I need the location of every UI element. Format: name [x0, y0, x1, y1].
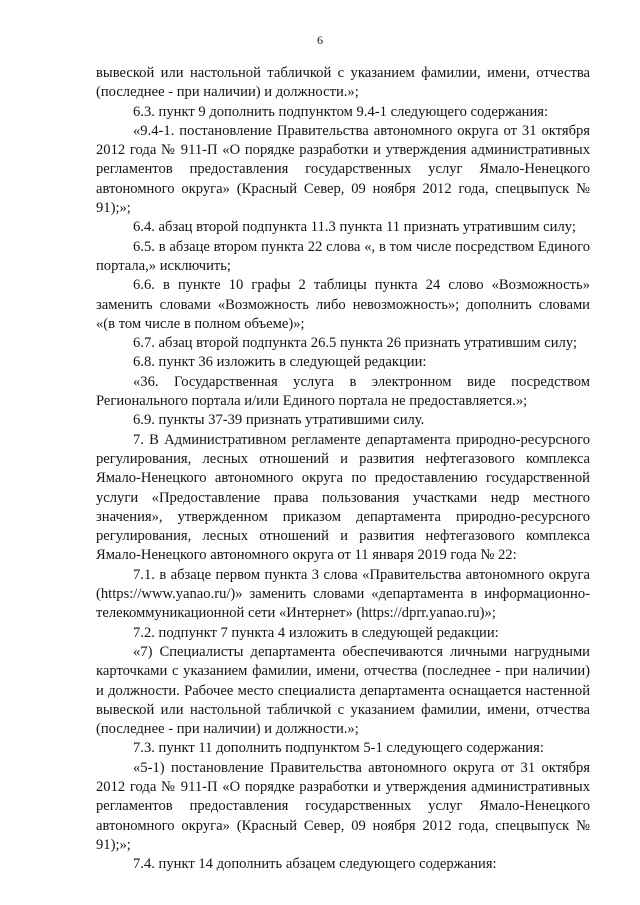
page-number: 6	[317, 33, 323, 47]
paragraph-7-2: 7.2. подпункт 7 пункта 4 изложить в следующей редакции:	[133, 624, 499, 641]
paragraph-7: 7. В Административном регламенте департамента природно-ресурсного регулирования, лесных отношений и развития нефтегазового комплекса Ямало-Ненецкого автономного округа по предоставлению государственной услуги «Предоставление права пользования участками недр местного значения», утвержденном приказом департамента природно-ресурсного регулирования, лесных отношений и развития нефтегазового комплекса Ямало-Ненецкого автономного округа от 11 января 2019 года № 22:	[96, 431, 590, 564]
paragraph-6-6: 6.6. в пункте 10 графы 2 таблицы пункта 24 слово «Возможность» заменить словами «Возможность либо невозможность»; дополнить словами «(в том числе в полном объеме)»;	[96, 277, 590, 332]
paragraph-5-1-quote: «5-1) постановление Правительства автономного округа от 31 октября 2012 года № 911-П «О порядке разработки и утверждения административных регламентов предоставления государственных услуг Ямало-Ненецкого автономного округа» (Красный Север, 09 ноября 2012 года, спецвыпуск № 91);»;	[96, 759, 590, 853]
paragraph-36-quote: «36. Государственная услуга в электронном виде посредством Регионального портала и/или Единого портала не предоставляется.»;	[96, 373, 590, 410]
paragraph-9-4-1-quote: «9.4-1. постановление Правительства автономного округа от 31 октября 2012 года № 911-П «О порядке разработки и утверждения административных регламентов предоставления государственных услуг Ямало-Ненецкого автономного округа» (Красный Север, 09 ноября 2012 года, спецвыпуск № 91);»;	[96, 122, 590, 217]
paragraph-6-3: 6.3. пункт 9 дополнить подпунктом 9.4-1 следующего содержания:	[133, 103, 549, 120]
paragraph-6-4: 6.4. абзац второй подпункта 11.3 пункта 11 признать утратившим силу;	[133, 219, 576, 236]
paragraph-7-4: 7.4. пункт 14 дополнить абзацем следующего содержания:	[133, 856, 497, 873]
paragraph-continuation: вывеской или настольной табличкой с указанием фамилии, имени, отчества (последнее - при наличии) и должности.»;	[96, 65, 590, 101]
paragraph-7-3: 7.3. пункт 11 дополнить подпунктом 5-1 следующего содержания:	[133, 740, 544, 757]
paragraph-7-1: 7.1. в абзаце первом пункта 3 слова «Правительства автономного округа (https://www.yanao.ru/)» заменить словами «департамента в информационно-телекоммуникационной сети «Интернет» (https://dprr.yanao.ru)»;	[96, 566, 590, 622]
paragraph-6-7: 6.7. абзац второй подпункта 26.5 пункта 26 признать утратившим силу;	[133, 335, 577, 352]
document-body	[96, 64, 590, 874]
paragraph-6-9: 6.9. пункты 37-39 признать утратившими силу.	[133, 412, 425, 429]
paragraph-7-quote: «7) Специалисты департамента обеспечиваются личными нагрудными карточками с указанием фамилии, имени, отчества (последнее - при наличии) и должности. Рабочее место специалиста департамента оснащается настенной вывеской или настольной табличкой с указанием фамилии, имени, отчества (последнее - при наличии) и должности.»;	[96, 643, 590, 738]
paragraph-6-5: 6.5. в абзаце втором пункта 22 слова «, в том числе посредством Единого портала,» исключить;	[96, 238, 590, 274]
paragraph-6-8: 6.8. пункт 36 изложить в следующей редакции:	[133, 354, 427, 371]
